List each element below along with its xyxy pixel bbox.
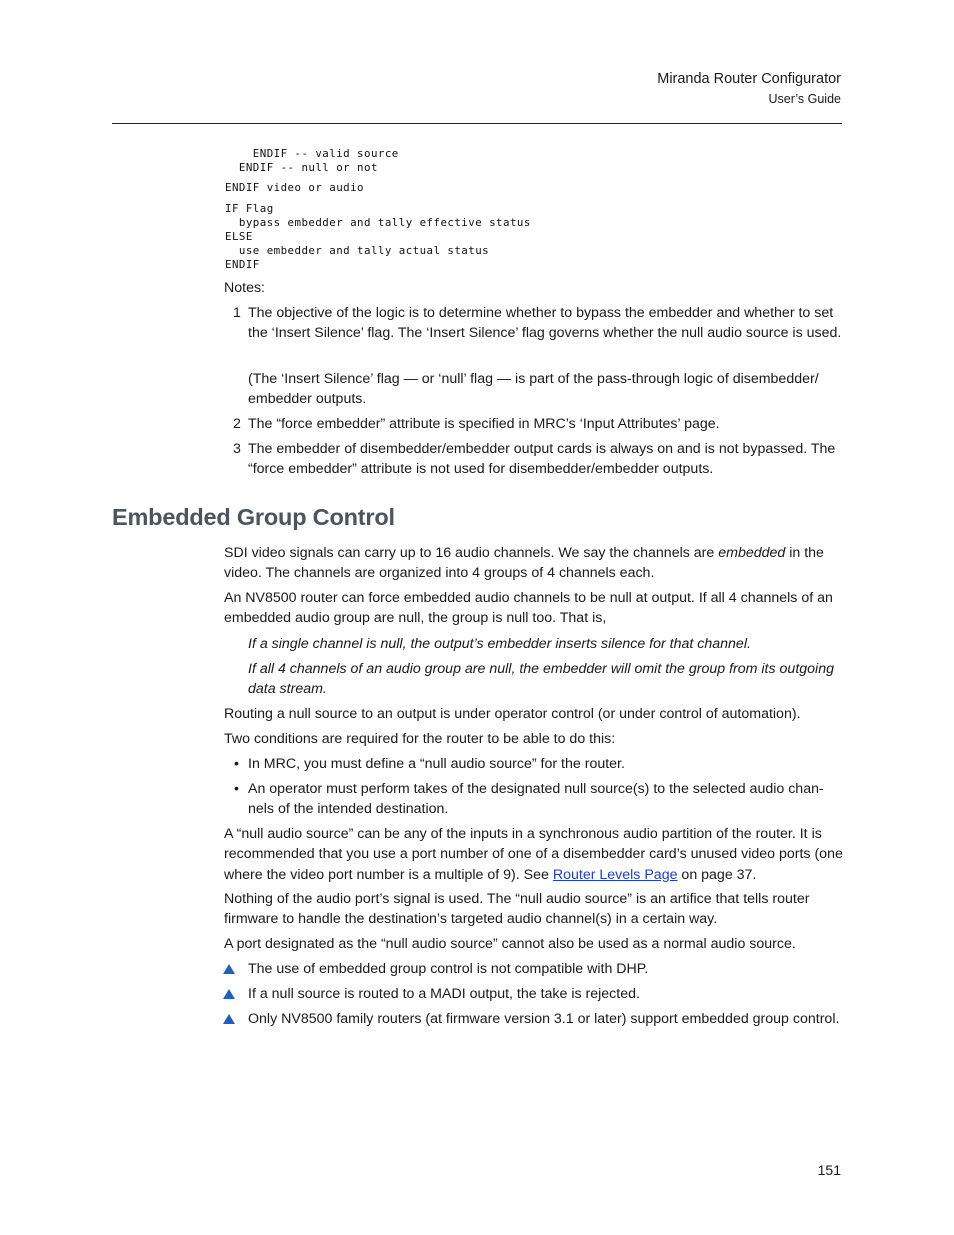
bullet-icon: • (234, 781, 239, 797)
paragraph: Nothing of the audio port’s signal is used. The “null audio source” is an artifice that tells router firmware to handle the destination’s targeted audio channel(s) in a certain way. (224, 891, 810, 928)
page-header-subtitle: User’s Guide (768, 92, 841, 106)
bullet-text: In MRC, you must define a “null audio source” for the router. (248, 756, 625, 772)
paragraph: Two conditions are required for the router to be able to do this: (224, 731, 616, 747)
note-text: The “force embedder” attribute is specified in MRC’s ‘Input Attributes’ page. (248, 416, 720, 432)
paragraph-text: on page 37. (677, 866, 757, 883)
note-text: (The ‘Insert Silence’ flag — or ‘null’ flag — is part of the pass-through logic of disembedder/ embedder outputs. (248, 371, 819, 408)
paragraph: An NV8500 router can force embedded audio channels to be null at output. If all 4 channels of an embedded audio group are null, the group is null too. That is, (224, 590, 833, 627)
warning-text: Only NV8500 family routers (at firmware version 3.1 or later) support embedded group control. (248, 1011, 840, 1027)
quote-text: If a single channel is null, the output’s embedder inserts silence for that channel. (248, 636, 751, 652)
code-line: bypass embedder and tally effective status (225, 216, 531, 229)
paragraph-text: SDI video signals can carry up to 16 audio channels. We say the channels are (224, 545, 719, 561)
router-levels-page-link[interactable]: Router Levels Page (552, 866, 678, 883)
note-text: The embedder of disembedder/embedder output cards is always on and is not bypassed. The “force embedder” attribute is not used for disembedder/embedder outputs. (248, 441, 836, 478)
quote-text: If all 4 channels of an audio group are null, the embedder will omit the group from its outgoing data stream. (248, 661, 834, 698)
page-header-title: Miranda Router Configurator (657, 71, 841, 87)
note-number: 2 (233, 416, 241, 432)
paragraph-text: in the video. The channels are organized into 4 groups of 4 channels each. (224, 545, 824, 582)
paragraph: A port designated as the “null audio source” cannot also be used as a normal audio source. (224, 936, 796, 952)
note-number: 1 (233, 305, 241, 321)
paragraph (224, 824, 844, 885)
code-line: use embedder and tally actual status (225, 244, 490, 257)
warning-triangle-icon (222, 1012, 236, 1026)
code-line: ENDIF (225, 258, 260, 271)
paragraph-text: A “null audio source” can be any of the inputs in a synchronous audio partition of the router. It is recommended that you use a port number of one of a disembedder card’s unused video ports (one where the video port number is a multiple of 9). See (224, 826, 843, 883)
warning-triangle-icon (222, 987, 236, 1001)
warning-text: If a null source is routed to a MADI output, the take is rejected. (248, 986, 640, 1002)
page-number: 151 (817, 1162, 841, 1178)
bullet-text: An operator must perform takes of the designated null source(s) to the selected audio chan- nels of the intended destination. (248, 781, 824, 818)
paragraph (224, 543, 844, 584)
notes-label: Notes: (224, 280, 266, 296)
code-line: ENDIF -- null or not (225, 161, 378, 174)
code-line: ELSE (225, 230, 253, 243)
warning-triangle-icon (222, 962, 236, 976)
code-line: ENDIF video or audio (225, 181, 365, 194)
paragraph: Routing a null source to an output is under operator control (or under control of automation). (224, 706, 801, 722)
note-text: The objective of the logic is to determine whether to bypass the embedder and whether to set the ‘Insert Silence’ flag. The ‘Insert Silence’ flag governs whether the null audio source is used. (248, 305, 842, 342)
emphasis-text: embedded (718, 545, 786, 561)
section-heading: Embedded Group Control (112, 504, 395, 530)
code-line: IF Flag (225, 202, 274, 215)
header-rule (112, 123, 842, 124)
warning-text: The use of embedded group control is not compatible with DHP. (248, 961, 649, 977)
bullet-icon: • (234, 756, 239, 772)
note-number: 3 (233, 441, 241, 457)
code-line: ENDIF -- valid source (225, 147, 399, 160)
